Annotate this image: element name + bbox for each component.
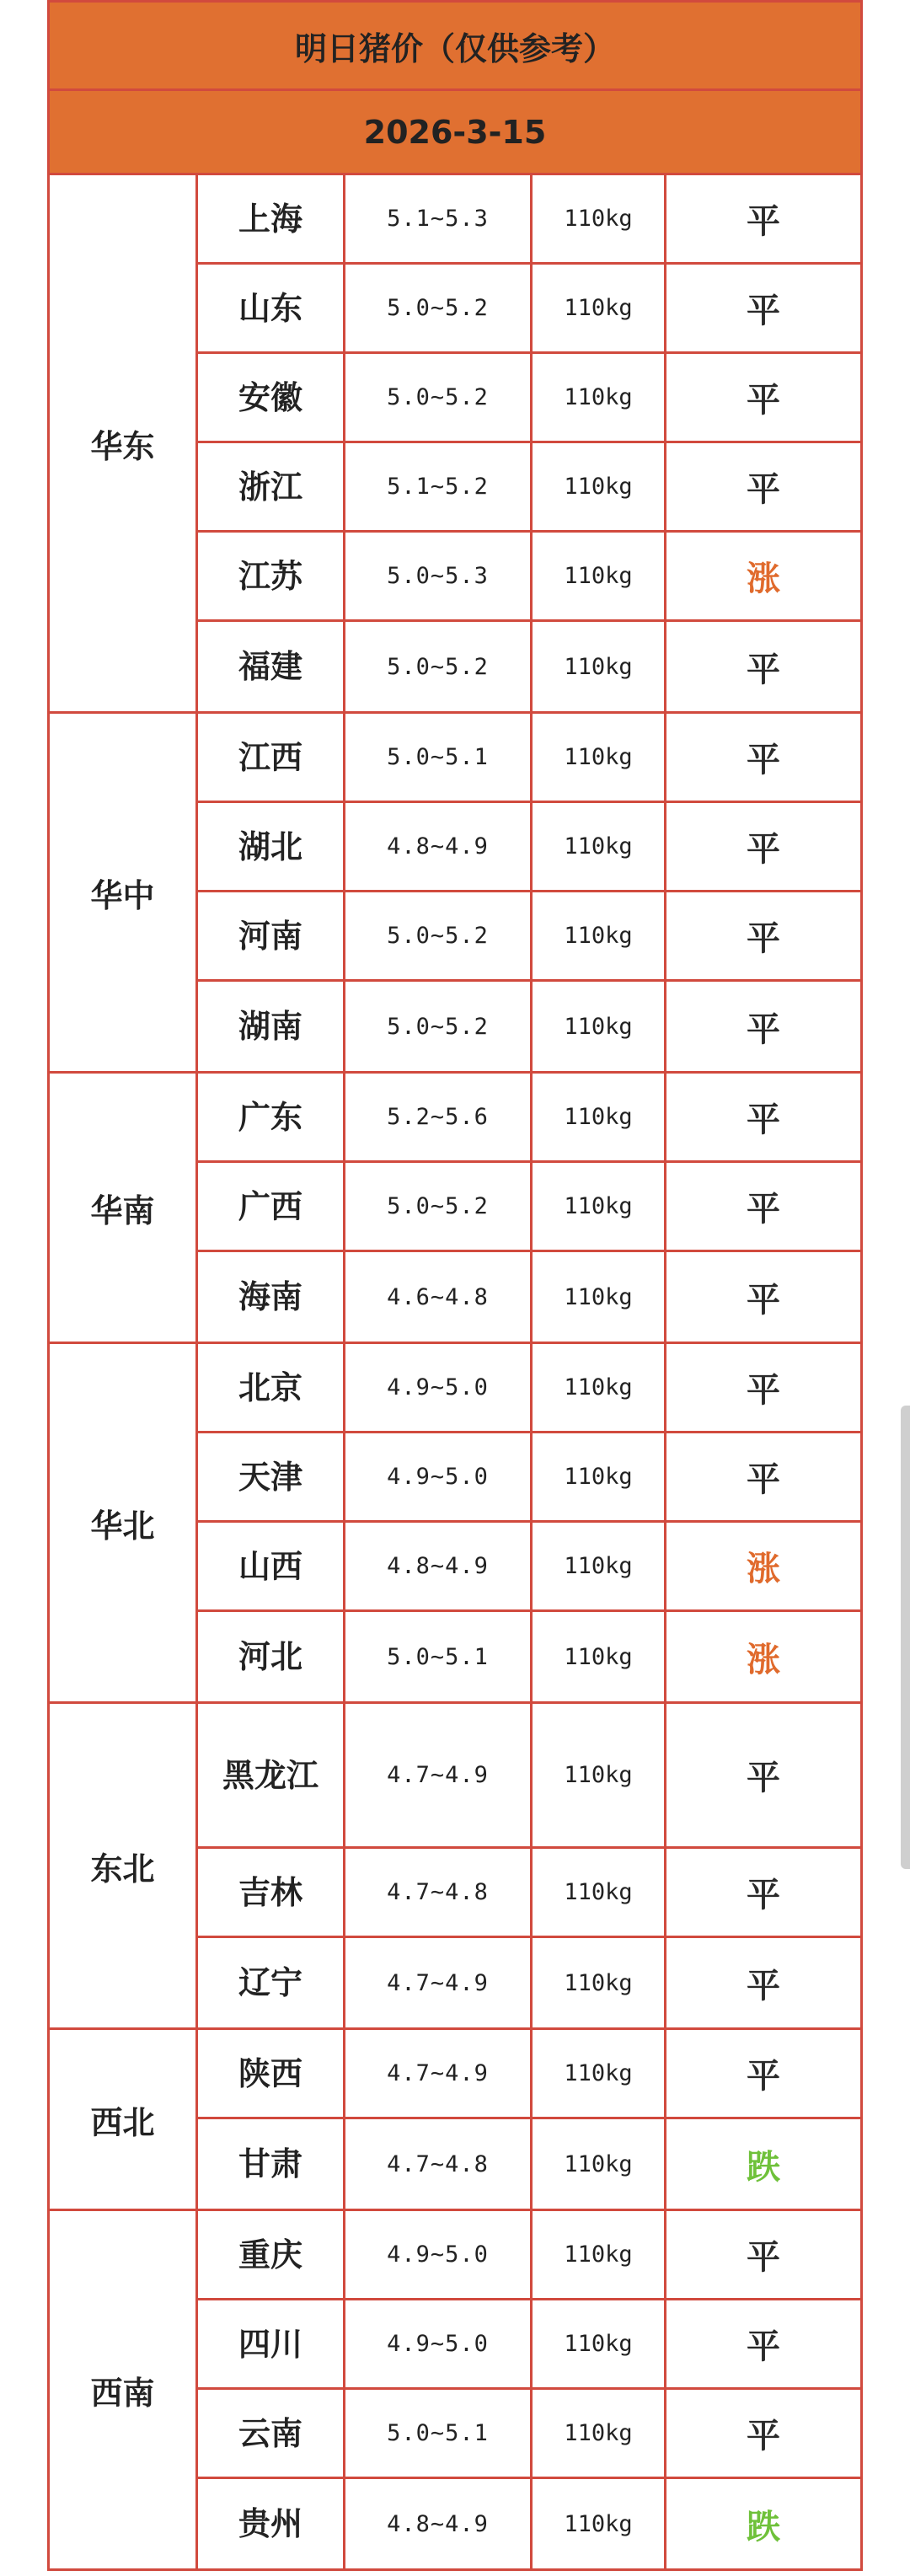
table-row — [198, 354, 860, 443]
table-row — [198, 622, 860, 711]
province-cell: 贵州 — [198, 2479, 345, 2568]
table-row — [198, 1252, 860, 1342]
trend-cell: 平 — [747, 1010, 780, 1049]
province-cell: 湖北 — [198, 803, 345, 890]
price-cell: 4.9~5.0 — [345, 1433, 533, 1520]
table-row — [198, 2119, 860, 2209]
table-row — [198, 2390, 860, 2479]
weight-cell: 110kg — [533, 354, 666, 441]
trend-cell: 跌 — [747, 2507, 780, 2547]
table-row — [198, 1433, 860, 1523]
weight-cell: 110kg — [533, 1704, 666, 1846]
region-name: 西南 — [50, 2211, 198, 2568]
region-name: 华东 — [50, 175, 198, 711]
table-row — [198, 1344, 860, 1433]
price-cell: 4.8~4.9 — [345, 803, 533, 890]
region-group — [50, 1704, 860, 2030]
table-row — [198, 1938, 860, 2027]
table-date: 2026-3-15 — [47, 91, 863, 175]
trend-cell: 平 — [747, 1876, 780, 1915]
weight-cell: 110kg — [533, 714, 666, 801]
province-cell: 北京 — [198, 1344, 345, 1431]
region-name: 东北 — [50, 1704, 198, 2027]
province-cell: 云南 — [198, 2390, 345, 2477]
trend-cell: 平 — [747, 1371, 780, 1410]
weight-cell: 110kg — [533, 803, 666, 890]
province-rows — [198, 1344, 860, 1701]
table-row — [198, 714, 860, 803]
trend-cell: 平 — [747, 292, 780, 330]
trend-cell: 平 — [747, 2417, 780, 2456]
table-row — [198, 2300, 860, 2390]
pig-price-table — [47, 0, 863, 2571]
trend-cell: 平 — [747, 1759, 780, 1797]
weight-cell: 110kg — [533, 2479, 666, 2568]
table-row — [198, 1074, 860, 1163]
weight-cell: 110kg — [533, 1252, 666, 1342]
trend-cell: 平 — [747, 1190, 780, 1229]
province-rows — [198, 1074, 860, 1342]
weight-cell: 110kg — [533, 175, 666, 262]
price-cell: 5.0~5.1 — [345, 1612, 533, 1701]
table-row — [198, 265, 860, 354]
trend-cell: 平 — [747, 1101, 780, 1139]
price-cell: 5.0~5.2 — [345, 982, 533, 1071]
price-cell: 5.0~5.2 — [345, 1163, 533, 1250]
weight-cell: 110kg — [533, 2390, 666, 2477]
price-cell: 5.0~5.3 — [345, 533, 533, 619]
price-cell: 4.7~4.9 — [345, 1938, 533, 2027]
weight-cell: 110kg — [533, 1433, 666, 1520]
weight-cell: 110kg — [533, 622, 666, 711]
table-row — [198, 803, 860, 892]
province-cell: 广西 — [198, 1163, 345, 1250]
weight-cell: 110kg — [533, 2030, 666, 2117]
weight-cell: 110kg — [533, 1344, 666, 1431]
weight-cell: 110kg — [533, 1612, 666, 1701]
weight-cell: 110kg — [533, 533, 666, 619]
province-cell: 广东 — [198, 1074, 345, 1160]
price-cell: 4.8~4.9 — [345, 2479, 533, 2568]
price-cell: 4.8~4.9 — [345, 1523, 533, 1609]
trend-cell: 平 — [747, 919, 780, 958]
province-cell: 江苏 — [198, 533, 345, 619]
province-cell: 甘肃 — [198, 2119, 345, 2209]
table-row — [198, 2030, 860, 2119]
weight-cell: 110kg — [533, 2300, 666, 2387]
table-row — [198, 1612, 860, 1701]
price-cell: 5.0~5.2 — [345, 265, 533, 351]
trend-cell: 平 — [747, 1460, 780, 1499]
trend-cell: 涨 — [747, 1550, 780, 1588]
price-cell: 5.0~5.2 — [345, 354, 533, 441]
province-cell: 辽宁 — [198, 1938, 345, 2027]
price-cell: 4.7~4.9 — [345, 2030, 533, 2117]
weight-cell: 110kg — [533, 982, 666, 1071]
province-rows — [198, 2211, 860, 2568]
trend-cell: 平 — [747, 2057, 780, 2096]
region-group — [50, 2211, 860, 2571]
weight-cell: 110kg — [533, 892, 666, 979]
trend-cell: 平 — [747, 2238, 780, 2277]
trend-cell: 平 — [747, 470, 780, 509]
price-cell: 5.0~5.2 — [345, 622, 533, 711]
table-row — [198, 892, 860, 982]
trend-cell: 平 — [747, 830, 780, 869]
province-cell: 河北 — [198, 1612, 345, 1701]
trend-cell: 涨 — [747, 560, 780, 598]
region-name: 华中 — [50, 714, 198, 1071]
trend-cell: 涨 — [747, 1640, 780, 1679]
province-cell: 海南 — [198, 1252, 345, 1342]
price-cell: 5.0~5.2 — [345, 892, 533, 979]
table-row — [198, 982, 860, 1071]
trend-cell: 平 — [747, 1966, 780, 2006]
weight-cell: 110kg — [533, 1523, 666, 1609]
table-row — [198, 1163, 860, 1252]
region-group — [50, 2030, 860, 2211]
province-cell: 陕西 — [198, 2030, 345, 2117]
price-cell: 4.9~5.0 — [345, 1344, 533, 1431]
price-cell: 4.7~4.9 — [345, 1704, 533, 1846]
price-cell: 4.6~4.8 — [345, 1252, 533, 1342]
province-cell: 山西 — [198, 1523, 345, 1609]
province-rows — [198, 175, 860, 711]
province-cell: 湖南 — [198, 982, 345, 1071]
table-title: 明日猪价（仅供参考） — [47, 0, 863, 91]
region-group — [50, 714, 860, 1074]
trend-cell: 平 — [747, 202, 780, 241]
weight-cell: 110kg — [533, 2119, 666, 2209]
trend-cell: 平 — [747, 741, 780, 779]
weight-cell: 110kg — [533, 443, 666, 530]
province-cell: 天津 — [198, 1433, 345, 1520]
weight-cell: 110kg — [533, 1938, 666, 2027]
table-row — [198, 2211, 860, 2300]
trend-cell: 平 — [747, 650, 780, 689]
province-cell: 安徽 — [198, 354, 345, 441]
region-group — [50, 1074, 860, 1344]
province-rows — [198, 2030, 860, 2209]
price-cell: 4.7~4.8 — [345, 2119, 533, 2209]
region-group — [50, 175, 860, 714]
price-cell: 4.9~5.0 — [345, 2300, 533, 2387]
province-rows — [198, 1704, 860, 2027]
trend-cell: 平 — [747, 2327, 780, 2366]
scrollbar[interactable] — [901, 1406, 910, 1869]
price-cell: 5.1~5.2 — [345, 443, 533, 530]
province-cell: 浙江 — [198, 443, 345, 530]
table-row — [198, 533, 860, 622]
table-row — [198, 175, 860, 265]
province-cell: 黑龙江 — [198, 1704, 345, 1846]
table-row — [198, 443, 860, 533]
region-name: 西北 — [50, 2030, 198, 2209]
table-row — [198, 1704, 860, 1849]
province-cell: 河南 — [198, 892, 345, 979]
weight-cell: 110kg — [533, 2211, 666, 2298]
region-name: 华南 — [50, 1074, 198, 1342]
trend-cell: 平 — [747, 381, 780, 420]
weight-cell: 110kg — [533, 265, 666, 351]
price-grid — [47, 175, 863, 2571]
price-cell: 5.0~5.1 — [345, 2390, 533, 2477]
table-row — [198, 2479, 860, 2568]
region-group — [50, 1344, 860, 1704]
table-row — [198, 1849, 860, 1938]
province-cell: 上海 — [198, 175, 345, 262]
price-cell: 4.9~5.0 — [345, 2211, 533, 2298]
weight-cell: 110kg — [533, 1074, 666, 1160]
weight-cell: 110kg — [533, 1163, 666, 1250]
region-name: 华北 — [50, 1344, 198, 1701]
province-cell: 福建 — [198, 622, 345, 711]
province-cell: 四川 — [198, 2300, 345, 2387]
province-cell: 山东 — [198, 265, 345, 351]
weight-cell: 110kg — [533, 1849, 666, 1936]
price-cell: 4.7~4.8 — [345, 1849, 533, 1936]
province-cell: 重庆 — [198, 2211, 345, 2298]
price-cell: 5.2~5.6 — [345, 1074, 533, 1160]
province-cell: 江西 — [198, 714, 345, 801]
trend-cell: 跌 — [747, 2147, 780, 2187]
province-cell: 吉林 — [198, 1849, 345, 1936]
price-cell: 5.1~5.3 — [345, 175, 533, 262]
price-cell: 5.0~5.1 — [345, 714, 533, 801]
province-rows — [198, 714, 860, 1071]
table-row — [198, 1523, 860, 1612]
trend-cell: 平 — [747, 1280, 780, 1320]
